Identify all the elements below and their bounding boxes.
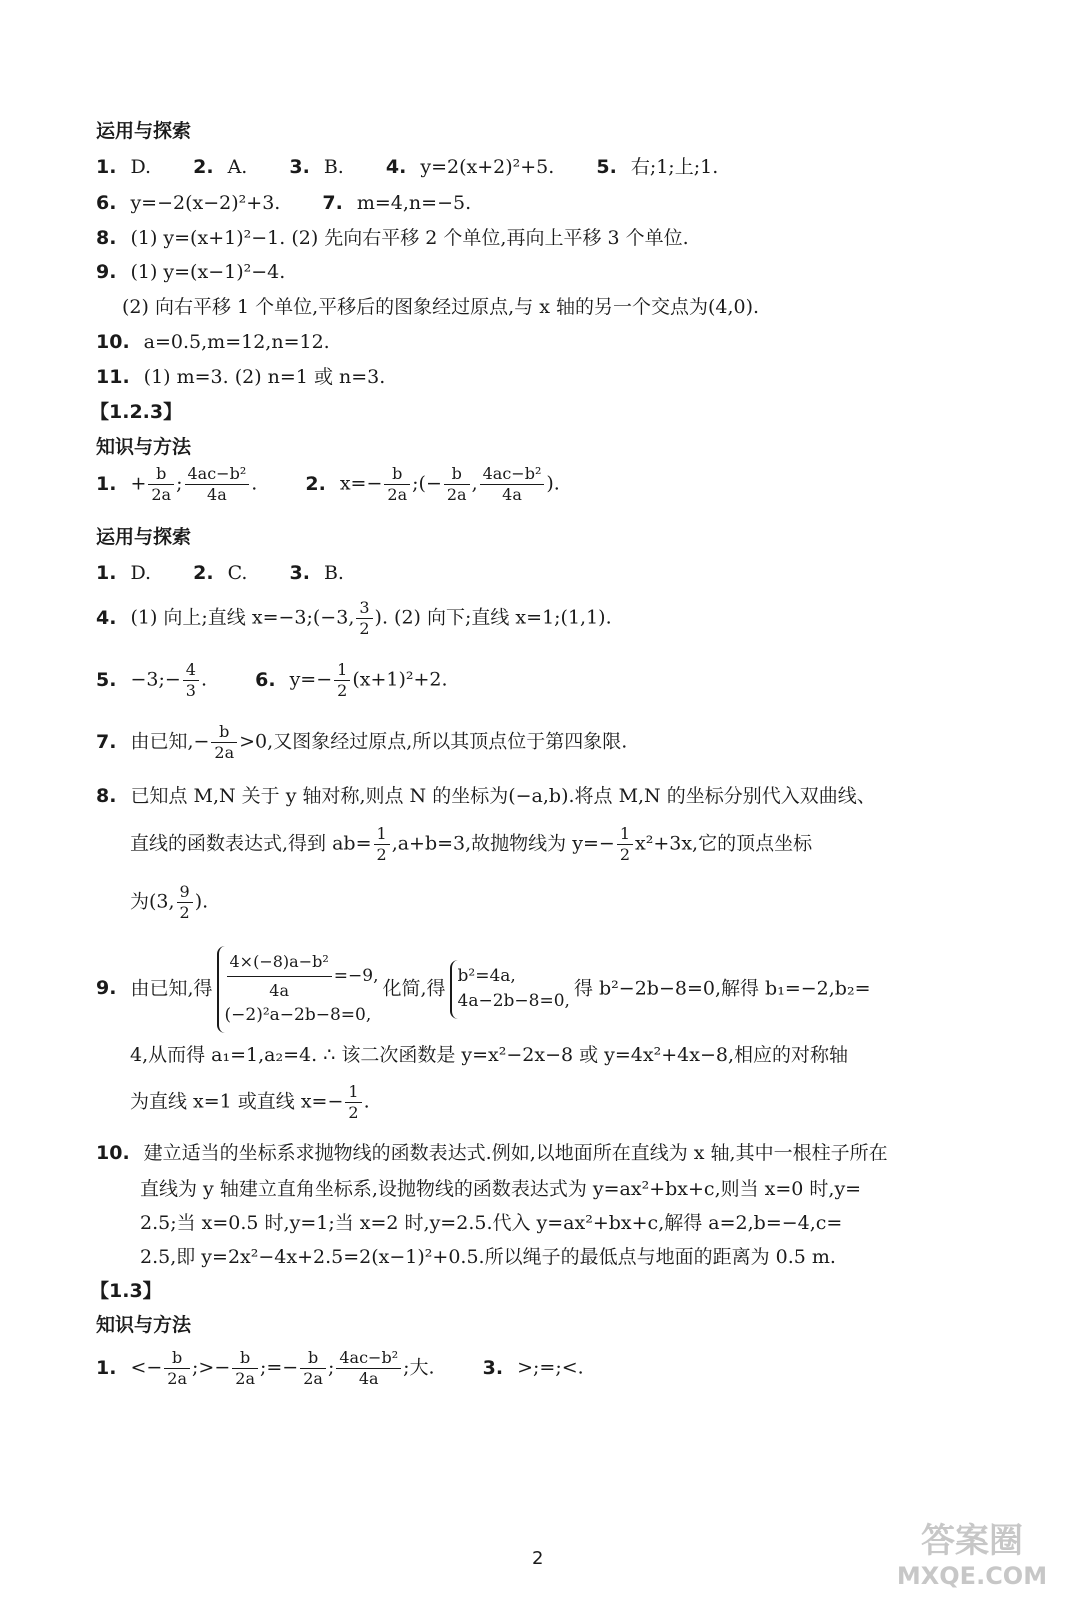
item-number: 7.	[96, 730, 117, 753]
math-text: ,a+b=3,故抛物线为 y=−	[391, 832, 615, 855]
answer-text: a=0.5,m=12,n=12.	[143, 331, 330, 353]
item-number: 2.	[305, 472, 326, 495]
answer-text: C.	[227, 562, 248, 584]
page-number: 2	[532, 1548, 544, 1569]
section-label-1-2-3: 【1.2.3】	[90, 401, 183, 423]
numerator: 4ac−b²	[336, 1350, 401, 1369]
answer-10-line4: 2.5,即 y=2x²−4x+2.5=2(x−1)²+0.5.所以绳子的最低点与地面的距离为 0.5 m.	[140, 1246, 836, 1268]
numerator: b	[300, 1350, 326, 1369]
item-number: 10.	[96, 1142, 130, 1164]
math-text: ).	[546, 472, 560, 495]
numerator: 4ac−b²	[185, 466, 250, 485]
numerator: 3	[356, 600, 372, 619]
math-text: 由已知,−	[130, 730, 210, 753]
answer-7	[96, 724, 627, 761]
answer-row-1-3	[96, 564, 344, 583]
answer-text: B.	[323, 562, 344, 584]
math-text: 由已知,得	[130, 977, 213, 1000]
denominator: 2	[376, 845, 387, 864]
math-text: =−9,	[333, 966, 379, 986]
answer-9-line2: (2) 向右平移 1 个单位,平移后的图象经过原点,与 x 轴的另一个交点为(4,0).	[122, 296, 760, 318]
knowledge-row-1-3	[96, 1350, 584, 1387]
answer-8-line1	[96, 787, 876, 806]
answer-8-line3	[130, 884, 208, 921]
answer-11	[96, 368, 385, 387]
equation: (−2)²a−2b−8=0,	[224, 1005, 372, 1025]
denominator: 2a	[446, 485, 467, 504]
item-number: 8.	[96, 785, 117, 807]
answer-text: D.	[130, 562, 152, 584]
math-text: y=−	[289, 668, 333, 691]
item-number: 1.	[96, 472, 117, 495]
item-number: 11.	[96, 366, 130, 388]
item-number: 7.	[322, 192, 343, 214]
denominator: 2a	[235, 1369, 255, 1388]
math-text: .	[251, 472, 258, 495]
denominator: 2	[348, 1103, 359, 1122]
denominator: 4a	[502, 485, 522, 504]
item-number: 10.	[96, 331, 130, 353]
section-heading-knowledge: 知识与方法	[96, 436, 192, 458]
equation-system	[217, 946, 379, 1033]
numerator: b	[384, 466, 410, 485]
item-number: 3.	[289, 562, 310, 584]
denominator: 2	[619, 845, 630, 864]
fraction	[211, 724, 237, 761]
fraction	[444, 466, 470, 503]
item-number: 2.	[193, 156, 214, 178]
fraction	[300, 1350, 326, 1387]
section-heading-apply: 运用与探索	[96, 120, 192, 142]
answer-8-line2	[130, 826, 812, 863]
math-text: >0,又图象经过原点,所以其顶点位于第四象限.	[239, 730, 628, 753]
numerator: b	[444, 466, 470, 485]
answer-text: A.	[227, 156, 248, 178]
numerator: 4ac−b²	[480, 466, 545, 485]
numerator: b	[211, 724, 237, 743]
fraction	[617, 826, 633, 863]
denominator: 2a	[167, 1369, 188, 1388]
fraction	[345, 1084, 361, 1121]
numerator: 4×(−8)a−b²	[227, 950, 332, 977]
item-number: 1.	[96, 1356, 117, 1379]
section-heading-knowledge: 知识与方法	[96, 1314, 192, 1336]
item-number: 6.	[96, 192, 117, 214]
fraction	[356, 600, 372, 637]
math-text: ;>−	[192, 1356, 231, 1379]
answer-text: y=2(x+2)²+5.	[420, 156, 555, 178]
answer-text: (1) y=(x+1)²−1. (2) 先向右平移 2 个单位,再向上平移 3 个单位.	[130, 227, 689, 249]
numerator: 1	[334, 662, 350, 681]
denominator: 2	[337, 681, 348, 700]
math-text: x²+3x,它的顶点坐标	[635, 832, 813, 855]
denominator: 2a	[214, 743, 235, 762]
math-text: 为(3,	[130, 890, 175, 913]
answer-text: (1) y=(x−1)²−4.	[130, 261, 286, 283]
denominator: 3	[185, 681, 196, 700]
item-number: 3.	[289, 156, 310, 178]
math-text: ). (2) 向下;直线 x=1;(1,1).	[374, 606, 612, 629]
math-text: <−	[130, 1356, 163, 1379]
item-number: 8.	[96, 227, 117, 249]
equation: b²=4a,	[457, 965, 516, 986]
item-number: 5.	[96, 668, 117, 691]
equation: 4a−2b−8=0,	[457, 991, 570, 1012]
knowledge-row-1-2	[96, 466, 560, 503]
numerator: 1	[374, 826, 390, 845]
fraction	[232, 1350, 258, 1387]
answer-row-6-7	[96, 194, 471, 213]
answer-4	[96, 600, 612, 637]
denominator: 4a	[207, 485, 227, 504]
math-text: .	[200, 668, 208, 691]
denominator: 2a	[151, 485, 172, 504]
math-text: ).	[194, 890, 209, 913]
answer-row-1-5	[96, 158, 718, 177]
item-number: 4.	[385, 156, 407, 178]
numerator: b	[164, 1350, 190, 1369]
denominator: 2a	[387, 485, 408, 504]
denominator: 2a	[303, 1369, 323, 1388]
answer-8	[96, 229, 689, 248]
math-text: 为直线 x=1 或直线 x=−	[130, 1090, 344, 1113]
answer-text: 建立适当的坐标系求抛物线的函数表达式.例如,以地面所在直线为 x 轴,其中一根柱子所在	[143, 1142, 888, 1164]
item-number: 3.	[482, 1356, 504, 1379]
answer-9-line3	[130, 1084, 370, 1121]
numerator: 1	[345, 1084, 361, 1103]
answer-text: y=−2(x−2)²+3.	[130, 192, 281, 214]
numerator: 1	[617, 826, 633, 845]
item-number: 2.	[193, 562, 214, 584]
answer-10-line2: 直线为 y 轴建立直角坐标系,设抛物线的函数表达式为 y=ax²+bx+c,则当 x=0 时,y=	[140, 1178, 862, 1200]
item-number: 5.	[596, 156, 617, 178]
fraction	[148, 466, 174, 503]
answer-text: 右;1;上;1.	[630, 156, 719, 178]
answer-text: (1) m=3. (2) n=1 或 n=3.	[143, 366, 386, 388]
answer-9-line1	[96, 263, 285, 282]
item-number: 1.	[96, 562, 117, 584]
answer-text: m=4,n=−5.	[356, 192, 472, 214]
math-text: 得 b²−2b−8=0,解得 b₁=−2,b₂=	[573, 977, 871, 1000]
item-number: 6.	[255, 668, 276, 691]
math-text: ;大.	[403, 1356, 435, 1379]
numerator: 4	[183, 662, 199, 681]
answer-9-line1	[96, 946, 871, 1033]
fraction	[336, 1350, 401, 1387]
answer-10-line1	[96, 1144, 888, 1163]
answer-text: D.	[130, 156, 152, 178]
denominator: 4a	[269, 981, 289, 1000]
math-text: x=−	[339, 472, 383, 495]
denominator: 2	[179, 903, 190, 922]
answer-10	[96, 333, 330, 352]
answer-text: B.	[323, 156, 344, 178]
fraction	[384, 466, 410, 503]
section-label-1-3: 【1.3】	[90, 1280, 162, 1302]
item-number: 9.	[96, 977, 117, 1000]
fraction	[334, 662, 350, 699]
watermark-logo	[872, 1512, 1072, 1592]
numerator: b	[232, 1350, 258, 1369]
item-number: 9.	[96, 261, 117, 283]
numerator: b	[148, 466, 174, 485]
fraction	[185, 466, 250, 503]
fraction	[183, 662, 199, 699]
math-text: ,	[471, 472, 478, 495]
denominator: 2	[359, 619, 370, 638]
watermark-logo-text: 答案圈	[921, 1521, 1023, 1561]
item-number: 4.	[96, 606, 117, 629]
math-text: ;(−	[412, 472, 442, 495]
answer-text: >;=;<.	[517, 1356, 584, 1379]
answer-9-line2: 4,从而得 a₁=1,a₂=4. ∴ 该二次函数是 y=x²−2x−8 或 y=4x²+4x−8,相应的对称轴	[130, 1044, 849, 1066]
answer-text: 已知点 M,N 关于 y 轴对称,则点 N 的坐标为(−a,b).将点 M,N 的坐标分别代入双曲线、	[130, 785, 876, 807]
denominator: 4a	[358, 1369, 379, 1388]
fraction	[177, 884, 193, 921]
equation	[225, 950, 379, 1003]
watermark-url: MXQE.COM	[896, 1562, 1048, 1590]
fraction	[164, 1350, 190, 1387]
fraction	[227, 950, 332, 1003]
math-text: +	[130, 472, 147, 495]
math-text: 化简,得	[382, 977, 446, 1000]
math-text: .	[363, 1090, 370, 1113]
answer-row-5-6	[96, 662, 448, 699]
fraction	[374, 826, 390, 863]
math-text: (1) 向上;直线 x=−3;(−3,	[130, 606, 355, 629]
math-text: −3;−	[130, 668, 181, 691]
fraction	[480, 466, 545, 503]
math-text: 直线的函数表达式,得到 ab=	[130, 832, 372, 855]
math-text: ;	[176, 472, 183, 495]
math-text: ;	[327, 1356, 335, 1379]
item-number: 1.	[96, 156, 117, 178]
equation-system	[450, 960, 570, 1019]
answer-10-line3: 2.5;当 x=0.5 时,y=1;当 x=2 时,y=2.5.代入 y=ax²+bx+c,解得 a=2,b=−4,c=	[140, 1212, 843, 1234]
math-text: ;=−	[259, 1356, 299, 1379]
math-text: (x+1)²+2.	[352, 668, 448, 691]
section-heading-apply: 运用与探索	[96, 526, 192, 548]
numerator: 9	[177, 884, 193, 903]
